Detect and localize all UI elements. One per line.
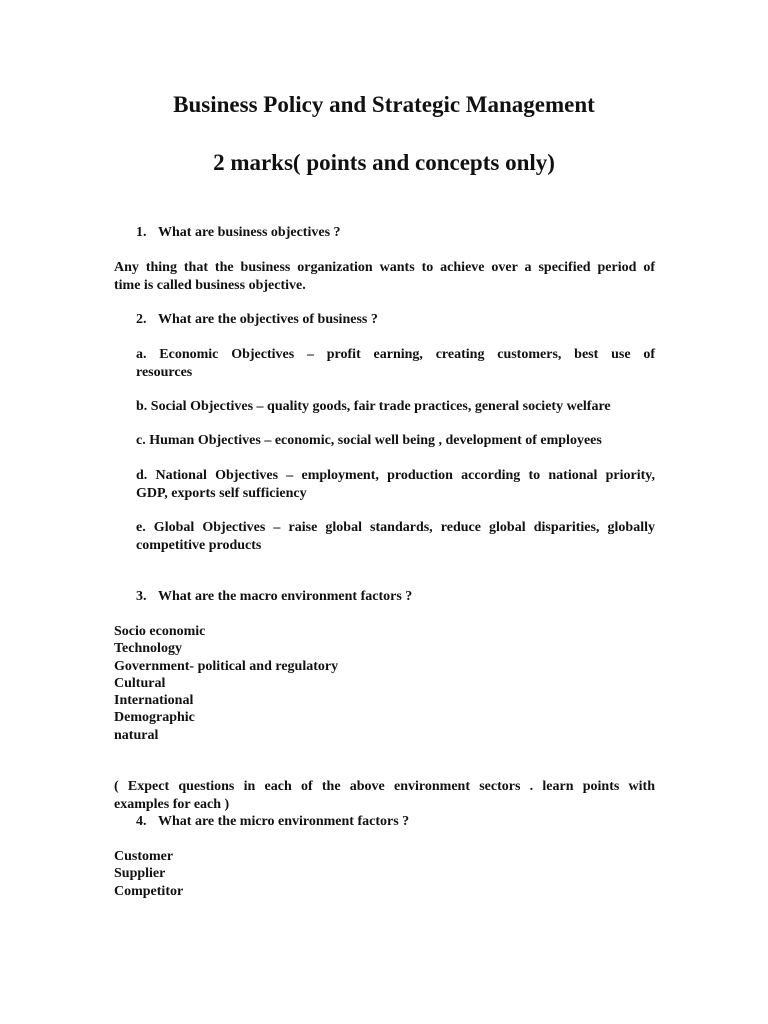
objective-economic xyxy=(136,346,655,381)
objective-line: GDP, exports self sufficiency xyxy=(136,485,307,501)
list-item: Socio economic xyxy=(114,624,206,639)
document-subtitle: 2 marks( points and concepts only) xyxy=(213,150,555,175)
objective-line: a. Economic Objectives – profit earning, creating customers, best use of xyxy=(136,347,655,362)
micro-factors-list xyxy=(114,848,183,900)
objective-line: e. Global Objectives – raise global standards, reduce global disparities, globally xyxy=(136,520,655,535)
objective-line: c. Human Objectives – economic, social well being , development of employees xyxy=(136,433,602,448)
question-1 xyxy=(136,224,341,242)
question-number: 4. xyxy=(136,814,147,829)
question-number: 1. xyxy=(136,225,147,240)
list-item: Cultural xyxy=(114,675,166,691)
question-3 xyxy=(136,588,412,606)
list-item: Government- political and regulatory xyxy=(114,658,339,674)
objective-social xyxy=(136,398,655,416)
list-item: International xyxy=(114,693,194,709)
question-text: What are business objectives ? xyxy=(158,225,341,240)
answer-1 xyxy=(114,259,655,294)
document-title: Business Policy and Strategic Management xyxy=(173,92,595,117)
list-item: Supplier xyxy=(114,866,166,882)
objective-global xyxy=(136,519,655,554)
objective-line: resources xyxy=(136,364,193,380)
objective-national xyxy=(136,467,655,502)
question-4 xyxy=(136,813,409,831)
list-item: Technology xyxy=(114,641,182,657)
objective-line: b. Social Objectives – quality goods, fair trade practices, general society welfare xyxy=(136,399,611,414)
list-item: Demographic xyxy=(114,710,195,726)
macro-factors-list xyxy=(114,623,338,744)
question-text: What are the objectives of business ? xyxy=(158,312,378,327)
objective-human xyxy=(136,432,655,450)
answer-line: Any thing that the business organization wants to achieve over a specified period of xyxy=(114,260,655,275)
study-note xyxy=(114,778,655,813)
question-number: 2. xyxy=(136,312,147,327)
question-2 xyxy=(136,311,378,329)
list-item: Customer xyxy=(114,849,174,864)
objective-line: d. National Objectives – employment, production according to national priority, xyxy=(136,468,655,483)
question-number: 3. xyxy=(136,589,147,604)
question-text: What are the micro environment factors ? xyxy=(158,814,410,829)
question-text: What are the macro environment factors ? xyxy=(158,589,413,604)
note-line: ( Expect questions in each of the above environment sectors . learn points with xyxy=(114,779,655,794)
answer-line: time is called business objective. xyxy=(114,277,306,293)
objective-line: competitive products xyxy=(136,537,262,553)
list-item: Competitor xyxy=(114,883,184,899)
list-item: natural xyxy=(114,727,159,743)
note-line: examples for each ) xyxy=(114,796,230,812)
